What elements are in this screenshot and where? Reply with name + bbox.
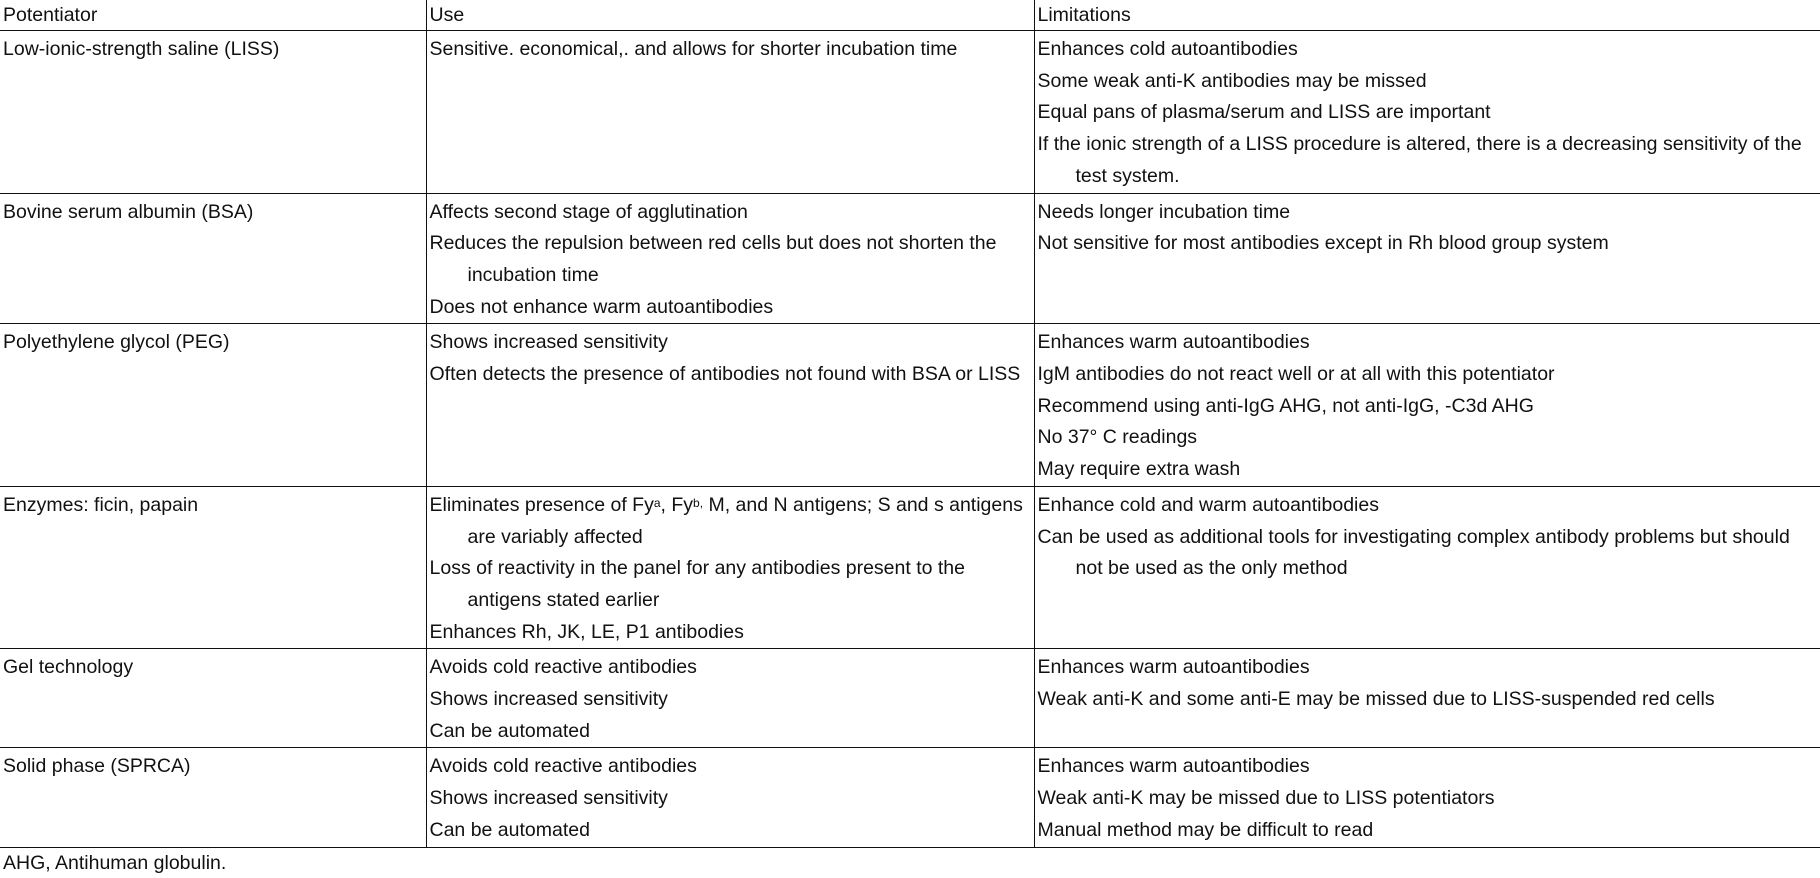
potentiator-name: Low-ionic-strength saline (LISS): [3, 38, 280, 60]
limitation-line: Weak anti-K and some anti-E may be missed due to LISS-suspended red cells: [1037, 688, 1715, 711]
table-row-liss: [0, 31, 1820, 194]
header-row: [0, 0, 1820, 31]
superscript-a: a: [653, 495, 661, 510]
cell-use: [426, 649, 1034, 748]
limitation-line: Enhances warm autoantibodies: [1037, 331, 1310, 354]
limitation-line: Recommend using anti-IgG AHG, not anti-IgG, -C3d AHG: [1037, 394, 1534, 417]
header-limitations: Limitations: [1034, 0, 1820, 31]
cell-potentiator: [0, 748, 426, 847]
potentiator-name: Bovine serum albumin (BSA): [3, 200, 254, 223]
use-line: Avoids cold reactive antibodies: [429, 755, 697, 778]
use-line: Shows increased sensitivity: [429, 787, 668, 810]
use-line: Avoids cold reactive antibodies: [429, 656, 697, 679]
use-text-part: Eliminates presence of Fy: [429, 493, 654, 516]
cell-limitations: [1034, 31, 1820, 194]
use-line: Sensitive. economical,. and allows for shorter incubation time: [429, 38, 958, 60]
table-row-gel: [0, 649, 1820, 748]
limitation-line: Enhances warm autoantibodies: [1037, 656, 1310, 679]
limitation-line: Needs longer incubation time: [1037, 200, 1291, 223]
cell-limitations: [1034, 324, 1820, 487]
use-line: Can be automated: [429, 818, 590, 841]
use-line: Does not enhance warm autoantibodies: [429, 295, 774, 318]
limitation-line: If the ionic strength of a LISS procedure is altered, there is a decreasing sensitivity of the test system.: [1037, 133, 1802, 187]
superscript-b: b,: [693, 495, 704, 510]
cell-potentiator: [0, 649, 426, 748]
cell-potentiator: [0, 486, 426, 649]
use-line: Reduces the repulsion between red cells but does not shorten the incubation time: [429, 232, 997, 286]
potentiator-name: Gel technology: [3, 656, 134, 679]
header-potentiator: Potentiator: [0, 0, 426, 31]
limitation-line: Enhances cold autoantibodies: [1037, 38, 1298, 60]
limitation-line: Not sensitive for most antibodies except in Rh blood group system: [1037, 232, 1609, 255]
table-row-bsa: [0, 193, 1820, 324]
limitation-line: No 37° C readings: [1037, 426, 1198, 449]
cell-use: [426, 486, 1034, 649]
use-text-part: M, and N antigens; S and s antigens are variably affected: [467, 493, 1023, 548]
limitation-line: Manual method may be difficult to read: [1037, 818, 1374, 841]
potentiator-name: Solid phase (SPRCA): [3, 755, 191, 778]
cell-use: [426, 31, 1034, 194]
limitation-line: Weak anti-K may be missed due to LISS potentiators: [1037, 787, 1495, 810]
table-row-peg: [0, 324, 1820, 487]
cell-use: [426, 324, 1034, 487]
header-use: Use: [426, 0, 1034, 31]
use-line: Can be automated: [429, 719, 590, 742]
footnote: AHG, Antihuman globulin.: [3, 851, 227, 874]
limitation-line: IgM antibodies do not react well or at all with this potentiator: [1037, 363, 1555, 386]
cell-limitations: [1034, 649, 1820, 748]
cell-potentiator: [0, 324, 426, 487]
use-line: Affects second stage of agglutination: [429, 200, 748, 223]
use-line: Often detects the presence of antibodies not found with BSA or LISS: [429, 363, 1021, 386]
use-line: Enhances Rh, JK, LE, P1 antibodies: [429, 620, 744, 643]
table-row-enzymes: [0, 486, 1820, 649]
use-line: Shows increased sensitivity: [429, 688, 668, 711]
potentiator-name: Polyethylene glycol (PEG): [3, 331, 230, 354]
limitation-line: Enhance cold and warm autoantibodies: [1037, 493, 1379, 516]
cell-limitations: [1034, 748, 1820, 847]
cell-potentiator: [0, 31, 426, 194]
potentiator-name: Enzymes: ficin, papain: [3, 493, 199, 516]
cell-use: [426, 748, 1034, 847]
limitation-line: Enhances warm autoantibodies: [1037, 755, 1310, 778]
table-row-solid-phase: [0, 748, 1820, 847]
limitation-line: May require extra wash: [1037, 458, 1241, 481]
use-text-part: , Fy: [660, 493, 694, 516]
cell-use: [426, 193, 1034, 324]
cell-limitations: [1034, 486, 1820, 649]
cell-potentiator: [0, 193, 426, 324]
cell-limitations: [1034, 193, 1820, 324]
limitation-line: Can be used as additional tools for investigating complex antibody problems but should not be used as the only method: [1037, 525, 1790, 580]
use-line: Loss of reactivity in the panel for any antibodies present to the antigens stated earlier: [429, 557, 965, 611]
use-line: [430, 490, 1034, 553]
limitation-line: Some weak anti-K antibodies may be missed: [1037, 69, 1427, 92]
use-line: Shows increased sensitivity: [429, 331, 668, 354]
limitation-line: Equal pans of plasma/serum and LISS are important: [1037, 101, 1491, 124]
